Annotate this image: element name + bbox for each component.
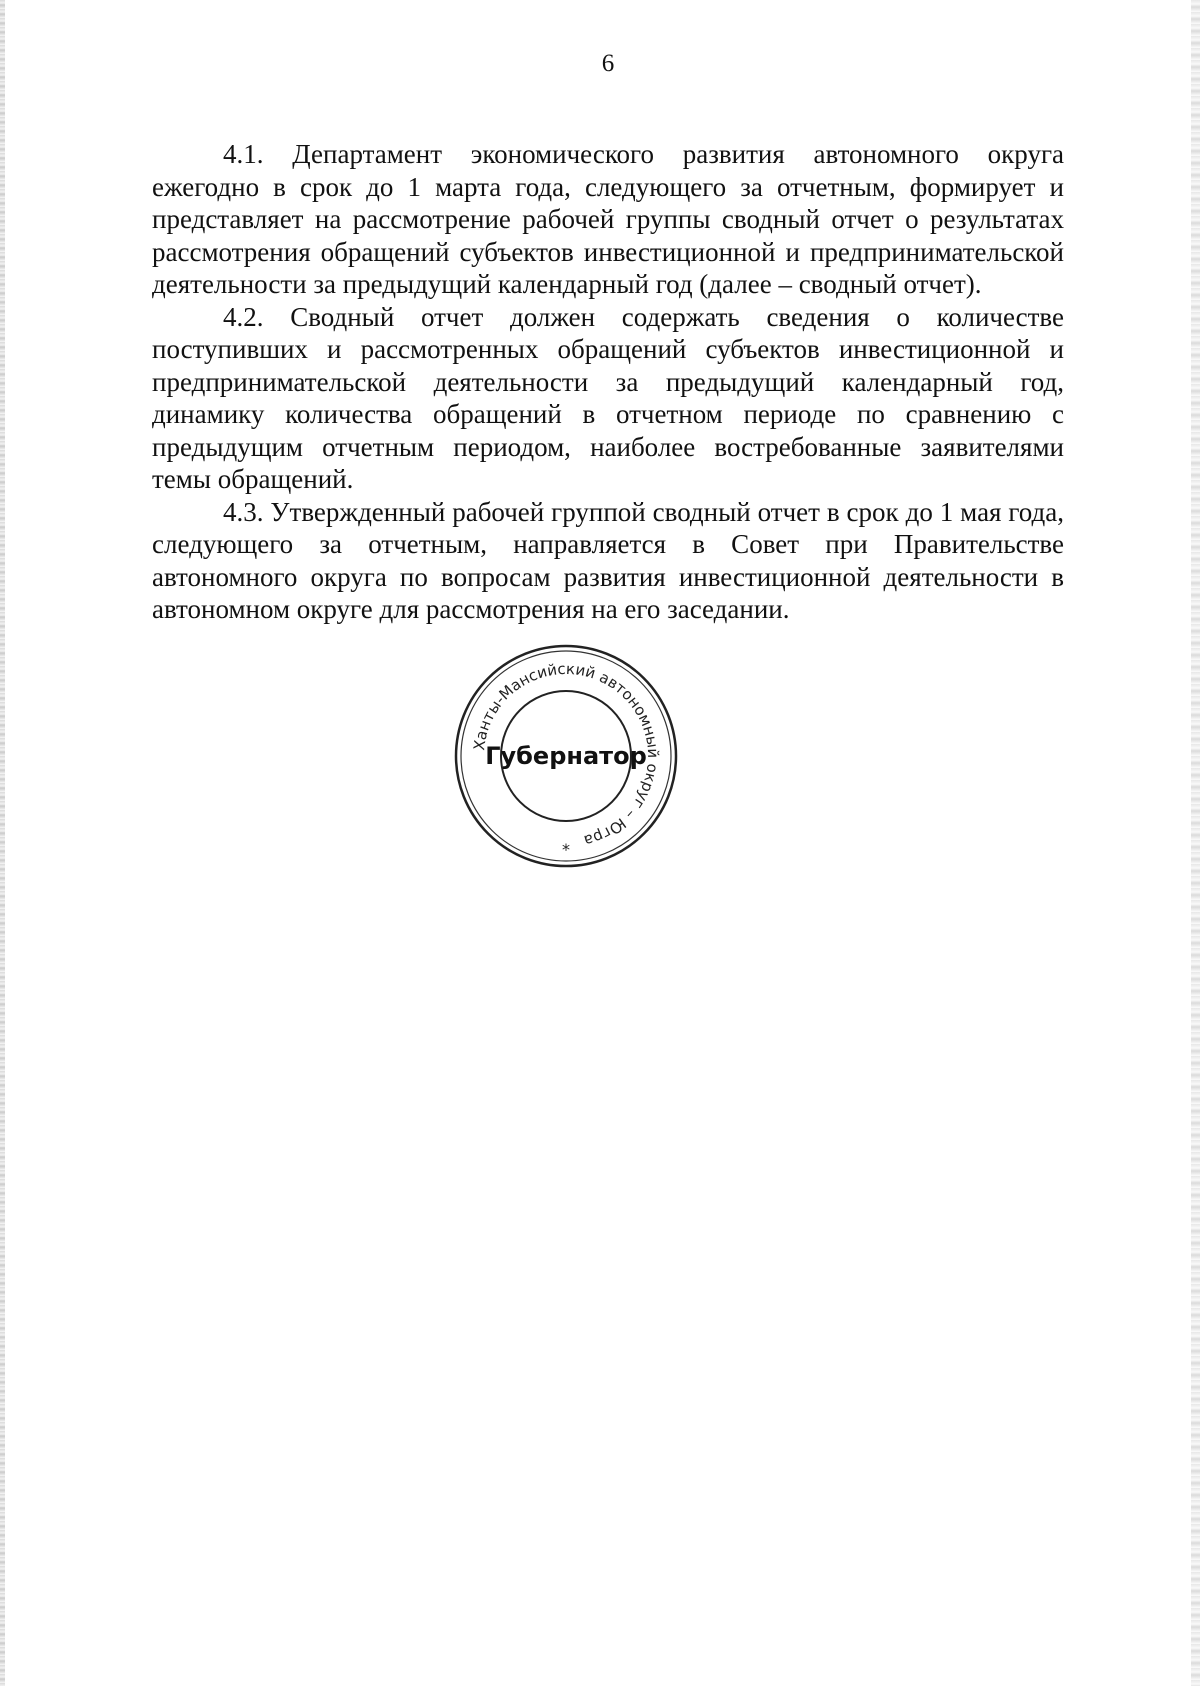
scan-edge-right [1191,0,1200,1686]
page-number: 6 [601,50,615,77]
stamp-star-icon: * [562,840,570,859]
document-body [152,138,1064,626]
stamp-ring-text: Ханты-Мансийский автономный округ – Югра [470,659,663,850]
scan-edge-left [0,0,5,1686]
paragraph-4-2: 4.2. Сводный отчет должен содержать сведения о количестве поступивших и рассмотренных обращений субъектов инвестиционной и предпринимательской деятельности за предыдущий календарный год, динамику количества обращений в отчетном периоде по сравнению с предыдущим отчетным периодом, наиболее востребованные заявителями темы обращений. [152,301,1064,494]
stamp-seal [452,642,680,870]
paragraph-4-1: 4.1. Департамент экономического развития автономного округа ежегодно в срок до 1 марта года, следующего за отчетным, формирует и представляет на рассмотрение рабочей группы сводный отчет о результатах рассмотрения обращений субъектов инвестиционной и предпринимательской деятельности за предыдущий календарный год (далее – сводный отчет). [152,139,1064,299]
paragraph-4-3: 4.3. Утвержденный рабочей группой сводный отчет в срок до 1 мая года, следующего за отчетным, направляется в Совет при Правительстве автономного округа по вопросам развития инвестиционной деятельности в автономном округе для рассмотрения на его заседании. [152,496,1064,624]
stamp-center-text: Губернатор [485,742,647,770]
governor-stamp [452,642,680,870]
